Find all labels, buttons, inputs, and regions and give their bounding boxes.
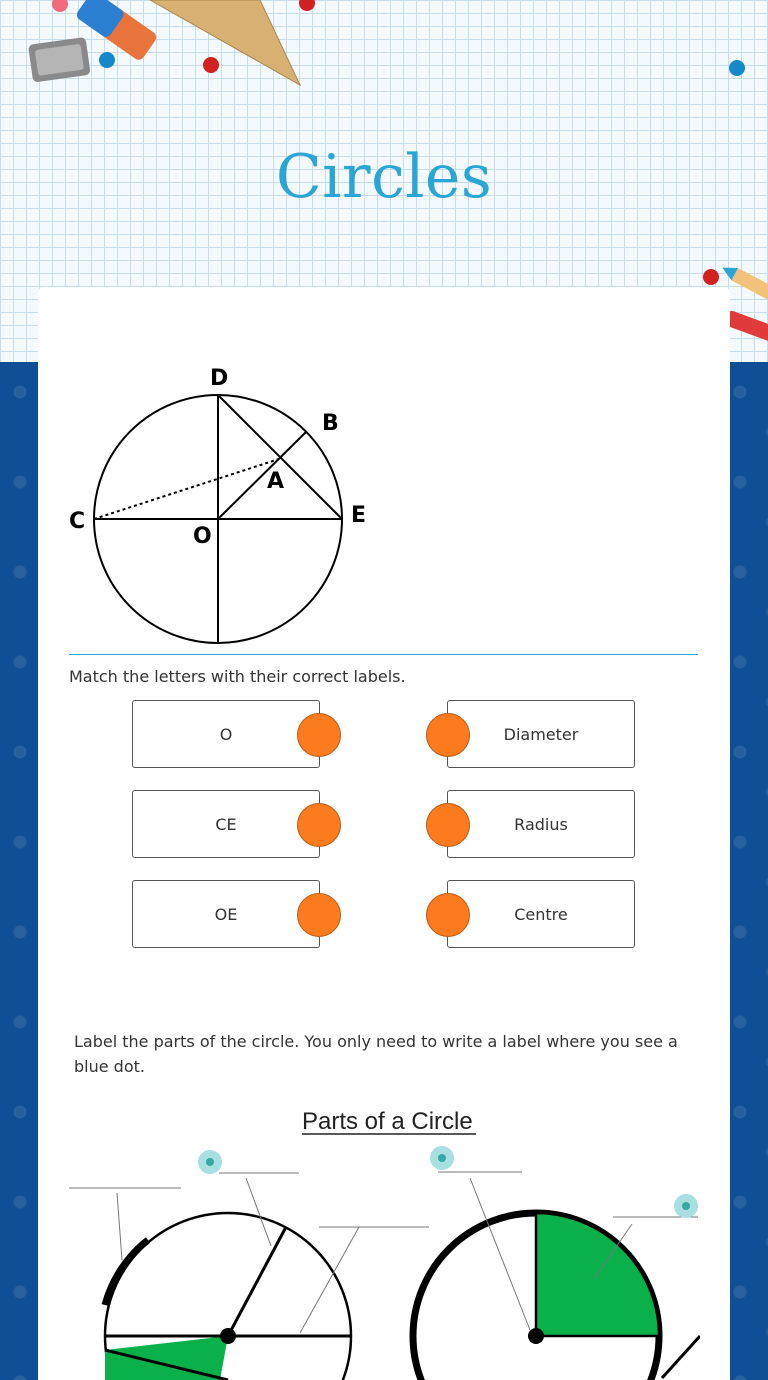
segment-ca-dotted [94, 459, 279, 519]
match-left-label: OE [214, 904, 238, 924]
match-right-label: Radius [514, 814, 568, 834]
label-e: E [351, 503, 367, 528]
label-c: C [69, 509, 86, 534]
left-radius [228, 1227, 286, 1336]
label-o: O [193, 524, 212, 549]
match-right-item[interactable] [447, 700, 635, 768]
match-left-label: CE [215, 814, 237, 834]
circle-diagram [60, 360, 390, 652]
labeling-instruction: Label the parts of the circle. You only need to write a label where you see a blue dot. [74, 1032, 678, 1076]
match-connector-dot[interactable] [297, 713, 341, 757]
label-a: A [267, 469, 285, 494]
match-left-item[interactable] [132, 790, 320, 858]
label-d: D [210, 366, 229, 391]
match-connector-dot[interactable] [426, 893, 470, 937]
segment-ob [218, 432, 306, 519]
parts-of-circle-figure [60, 1100, 700, 1380]
match-right-item[interactable] [447, 790, 635, 858]
match-left-item[interactable] [132, 880, 320, 948]
match-right-label: Diameter [503, 724, 579, 744]
match-connector-dot[interactable] [426, 713, 470, 757]
match-connector-dot[interactable] [297, 803, 341, 847]
page-title: Circles [275, 142, 493, 212]
match-connector-dot[interactable] [297, 893, 341, 937]
match-connector-dot[interactable] [426, 803, 470, 847]
matching-instruction: Match the letters with their correct labels. [69, 667, 406, 686]
parts-figure-title: Parts of a Circle [302, 1108, 473, 1135]
match-left-item[interactable] [132, 700, 320, 768]
section-divider [69, 654, 698, 655]
label-b: B [322, 411, 339, 436]
left-sector [105, 1336, 228, 1380]
match-right-item[interactable] [447, 880, 635, 948]
match-left-label: O [219, 724, 233, 744]
match-right-label: Centre [514, 904, 568, 924]
left-arc-highlight [105, 1240, 148, 1305]
